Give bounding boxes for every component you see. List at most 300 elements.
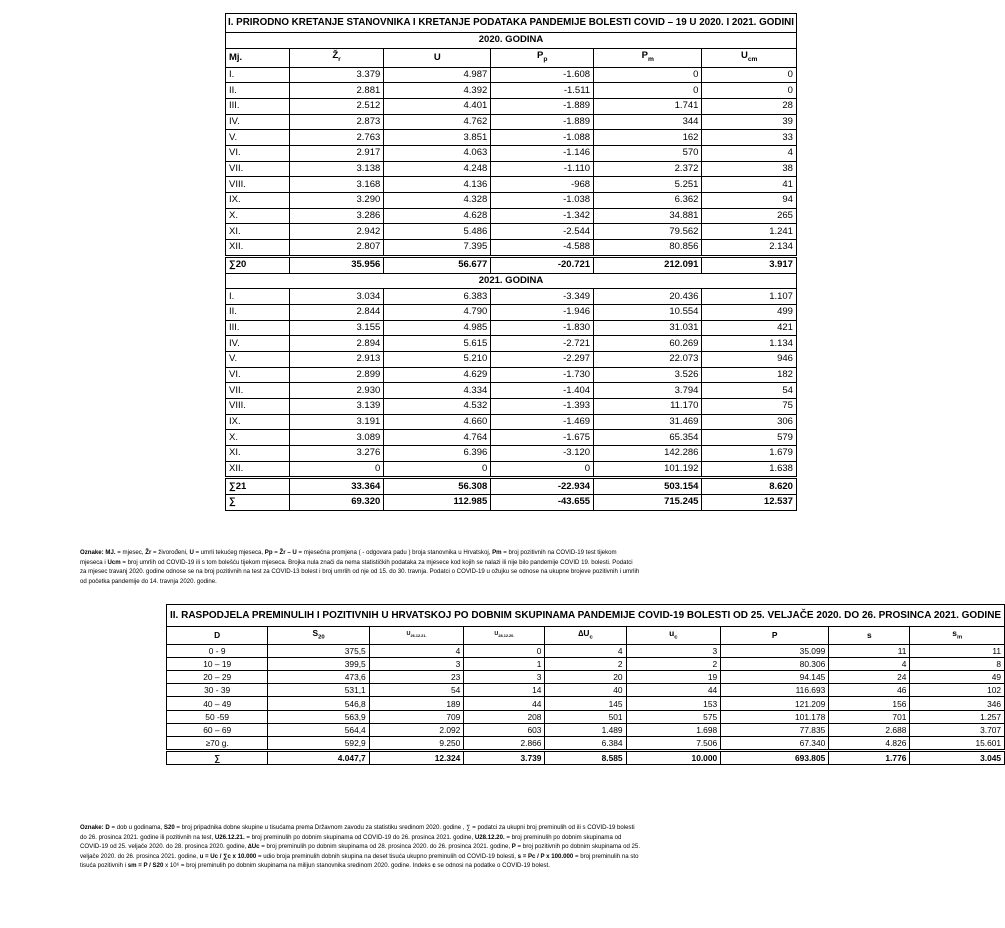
table-cell: 8.585: [545, 751, 626, 765]
table-row: [226, 193, 797, 209]
table-cell: 182: [702, 367, 797, 383]
table-cell: 4.764: [384, 430, 491, 446]
table-cell: 19: [626, 671, 721, 684]
table-cell: 5.210: [384, 351, 491, 367]
row-label: II.: [226, 83, 290, 99]
table-cell: 11: [910, 644, 1005, 657]
table-cell: 1.698: [626, 723, 721, 736]
table-cell: 2.873: [289, 114, 384, 130]
table-cell: 3: [464, 671, 545, 684]
table-cell: 54: [702, 383, 797, 399]
table-cell: 116.693: [721, 684, 829, 697]
table-cell: 4.392: [384, 83, 491, 99]
table-cell: -1.608: [491, 67, 594, 83]
table-cell: 4.629: [384, 367, 491, 383]
sum-total-row: [226, 495, 797, 511]
table-row: [226, 98, 797, 114]
row-label: ∑: [226, 495, 290, 511]
table-cell: 3.379: [289, 67, 384, 83]
table-cell: 5.251: [594, 177, 702, 193]
table-cell: 501: [545, 710, 626, 723]
column-header: P: [721, 627, 829, 645]
table-cell: 11.170: [594, 399, 702, 415]
table-age-distribution: [166, 604, 1005, 765]
table-cell: 121.209: [721, 697, 829, 710]
table-row: [226, 336, 797, 352]
table-cell: 156: [829, 697, 910, 710]
table-row: [226, 446, 797, 462]
table-cell: 344: [594, 114, 702, 130]
table-cell: 3.045: [910, 751, 1005, 765]
table-cell: 112.985: [384, 495, 491, 511]
table-cell: 503.154: [594, 478, 702, 495]
table-cell: 3.089: [289, 430, 384, 446]
row-label: IV.: [226, 336, 290, 352]
table-cell: 102: [910, 684, 1005, 697]
table-cell: 306: [702, 414, 797, 430]
table-cell: 0: [464, 644, 545, 657]
table-vital-statistics: [225, 13, 797, 511]
table-cell: 54: [369, 684, 464, 697]
row-label: III.: [226, 320, 290, 336]
table-cell: 579: [702, 430, 797, 446]
table-cell: 80.856: [594, 240, 702, 257]
table-row: [226, 114, 797, 130]
row-label: IX.: [226, 414, 290, 430]
table-cell: 4.762: [384, 114, 491, 130]
row-label: ∑20: [226, 256, 290, 273]
table-cell: -1.889: [491, 98, 594, 114]
table-cell: 2: [545, 657, 626, 670]
table-row: [167, 657, 1005, 670]
table-cell: 3.191: [289, 414, 384, 430]
table-row: [226, 289, 797, 305]
table-cell: 570: [594, 146, 702, 162]
table-cell: -1.393: [491, 399, 594, 415]
table-row: [226, 208, 797, 224]
table-cell: 3: [369, 657, 464, 670]
column-header: $u_c$: [626, 627, 721, 645]
table-row: [226, 67, 797, 83]
table-cell: 4.790: [384, 304, 491, 320]
column-header: $s_m$: [910, 627, 1005, 645]
table-cell: -1.730: [491, 367, 594, 383]
table-cell: 101.192: [594, 461, 702, 478]
table-cell: 39: [702, 114, 797, 130]
year-2020-heading: 2020. GODINA: [226, 33, 797, 49]
table-cell: -2.721: [491, 336, 594, 352]
table-cell: 14: [464, 684, 545, 697]
table-cell: 4: [369, 644, 464, 657]
table-row: [167, 671, 1005, 684]
table-cell: 709: [369, 710, 464, 723]
sum-2021-row: [226, 478, 797, 495]
table-cell: 4.532: [384, 399, 491, 415]
table-cell: 375,5: [268, 644, 369, 657]
table-cell: 33: [702, 130, 797, 146]
column-header: Mj.: [226, 48, 290, 67]
table-cell: 145: [545, 697, 626, 710]
table-cell: 346: [910, 697, 1005, 710]
note2-label: Oznake:: [80, 824, 104, 831]
table-cell: 3.155: [289, 320, 384, 336]
table-cell: 693.805: [721, 751, 829, 765]
table-cell: 2.134: [702, 240, 797, 257]
table-cell: 564,4: [268, 723, 369, 736]
table-cell: -1.946: [491, 304, 594, 320]
table-row: [167, 736, 1005, 750]
table2-header-row: [167, 627, 1005, 645]
table-cell: 2.917: [289, 146, 384, 162]
row-label: V.: [226, 351, 290, 367]
row-label: 60 – 69: [167, 723, 268, 736]
row-label: ∑: [167, 751, 268, 765]
table-cell: 40: [545, 684, 626, 697]
table-row: [226, 240, 797, 257]
table-row: [167, 723, 1005, 736]
column-header: $U_{cm}$: [702, 48, 797, 67]
table-cell: 4.628: [384, 208, 491, 224]
table-row: [226, 414, 797, 430]
table-cell: 1.257: [910, 710, 1005, 723]
row-label: XI.: [226, 224, 290, 240]
table-cell: 4: [829, 657, 910, 670]
table-cell: 22.073: [594, 351, 702, 367]
table-row: [226, 224, 797, 240]
table-cell: 3.707: [910, 723, 1005, 736]
table-cell: 2.372: [594, 161, 702, 177]
table-cell: -1.110: [491, 161, 594, 177]
year-2021-heading: 2021. GODINA: [226, 273, 797, 289]
row-label: 20 – 29: [167, 671, 268, 684]
table-row: [226, 430, 797, 446]
table-cell: 1.489: [545, 723, 626, 736]
table-cell: 4.401: [384, 98, 491, 114]
table-cell: 4.826: [829, 736, 910, 750]
table-cell: 56.308: [384, 478, 491, 495]
table-cell: 1.134: [702, 336, 797, 352]
note1-text: MJ. = mjesec, Žr = živorođeni, U = umrli tekućeg mjeseca, Pp = Žr – U = mjesečna promjena ( - odgovara padu ) broja stanovnika u Hrvatskoj, Pm = broj pozitivnih na COVID-19 test tijekom mjeseca i Ucm = broj umrlih od COVID-19 ili s tom bolešću tijekom mjeseca. Brojka nula znači da nema statističkih podataka za mjesece kod kojih se nalazi ili nije bilo pandemije COVID 19. bolesti. Podatci za mjesec travanj 2020. godine odnose se na broj pozitivnih na test za COVID-13 bolest i broj umrlih od nje od 15. do 30. travnja. Podatci o COVID-19 u ožujku se odnose na ukupne brojeve pozitivnih i umrlih od početka pandemije do 14. travnja 2020. godine.: [80, 549, 640, 585]
row-label: 30 - 39: [167, 684, 268, 697]
table-cell: 0: [594, 67, 702, 83]
table-cell: -4.588: [491, 240, 594, 257]
column-header: s: [829, 627, 910, 645]
table-cell: 80.306: [721, 657, 829, 670]
table-cell: 2.913: [289, 351, 384, 367]
table-cell: 4.328: [384, 193, 491, 209]
row-label: IV.: [226, 114, 290, 130]
table-cell: -1.469: [491, 414, 594, 430]
table-cell: 31.469: [594, 414, 702, 430]
table-cell: -968: [491, 177, 594, 193]
table-cell: 4.987: [384, 67, 491, 83]
table-row: [226, 461, 797, 478]
row-label: IX.: [226, 193, 290, 209]
table-cell: 2.688: [829, 723, 910, 736]
table-cell: 2.866: [464, 736, 545, 750]
column-header: U: [384, 48, 491, 67]
table-cell: 77.835: [721, 723, 829, 736]
table-row: [226, 146, 797, 162]
table-cell: 7.395: [384, 240, 491, 257]
row-label: ∑21: [226, 478, 290, 495]
table-cell: 56.677: [384, 256, 491, 273]
table-cell: 65.354: [594, 430, 702, 446]
column-header: $S_{20}$: [268, 627, 369, 645]
table-cell: 9.250: [369, 736, 464, 750]
table-cell: 212.091: [594, 256, 702, 273]
table-cell: 4.248: [384, 161, 491, 177]
row-label: VIII.: [226, 399, 290, 415]
row-label: 40 – 49: [167, 697, 268, 710]
table-cell: 399,5: [268, 657, 369, 670]
table1-rows-2021: [226, 289, 797, 478]
table-cell: 3: [626, 644, 721, 657]
table-cell: 603: [464, 723, 545, 736]
table-cell: 35.956: [289, 256, 384, 273]
row-label: I.: [226, 67, 290, 83]
table-cell: 4.063: [384, 146, 491, 162]
column-header: D: [167, 627, 268, 645]
table1-title: I. PRIRODNO KRETANJE STANOVNIKA I KRETANJE PODATAKA PANDEMIJE BOLESTI COVID – 19 U 2020. I 2021. GODINI: [226, 14, 797, 33]
table-cell: -3.120: [491, 446, 594, 462]
row-label: 10 – 19: [167, 657, 268, 670]
table-row: [167, 644, 1005, 657]
table-cell: 3.739: [464, 751, 545, 765]
table1-rows-2020: [226, 67, 797, 256]
row-label: 0 - 9: [167, 644, 268, 657]
table-cell: 69.320: [289, 495, 384, 511]
table-cell: 1.638: [702, 461, 797, 478]
row-label: VI.: [226, 146, 290, 162]
table-cell: -1.342: [491, 208, 594, 224]
table-cell: 1.776: [829, 751, 910, 765]
table-cell: 94: [702, 193, 797, 209]
table-cell: 1.679: [702, 446, 797, 462]
table-cell: 265: [702, 208, 797, 224]
table-cell: 1: [464, 657, 545, 670]
table-cell: 6.396: [384, 446, 491, 462]
column-header: $P_m$: [594, 48, 702, 67]
table-cell: 3.917: [702, 256, 797, 273]
table-cell: 4.660: [384, 414, 491, 430]
table-cell: 1.741: [594, 98, 702, 114]
table-cell: 3.286: [289, 208, 384, 224]
table-cell: 2.894: [289, 336, 384, 352]
row-label: X.: [226, 208, 290, 224]
column-header: $P_p$: [491, 48, 594, 67]
table-cell: 2.763: [289, 130, 384, 146]
table-cell: 2.844: [289, 304, 384, 320]
row-label: II.: [226, 304, 290, 320]
table-cell: 3.794: [594, 383, 702, 399]
table-cell: -1.675: [491, 430, 594, 446]
table-cell: 15.601: [910, 736, 1005, 750]
table-cell: 38: [702, 161, 797, 177]
table-cell: 44: [626, 684, 721, 697]
row-label: VII.: [226, 383, 290, 399]
table-cell: 499: [702, 304, 797, 320]
table-cell: 4.985: [384, 320, 491, 336]
table-cell: 162: [594, 130, 702, 146]
table-cell: -43.655: [491, 495, 594, 511]
table-cell: 0: [384, 461, 491, 478]
row-label: V.: [226, 130, 290, 146]
table-cell: 4.136: [384, 177, 491, 193]
table-cell: 3.276: [289, 446, 384, 462]
row-label: VIII.: [226, 177, 290, 193]
column-header: $Ž_r$: [289, 48, 384, 67]
table-cell: 20: [545, 671, 626, 684]
table-cell: 3.138: [289, 161, 384, 177]
table-cell: 10.000: [626, 751, 721, 765]
table-cell: 0: [702, 83, 797, 99]
table-cell: 6.383: [384, 289, 491, 305]
table-cell: 3.526: [594, 367, 702, 383]
table-cell: 946: [702, 351, 797, 367]
row-label: XII.: [226, 461, 290, 478]
table-cell: 41: [702, 177, 797, 193]
table-cell: 11: [829, 644, 910, 657]
column-header: $U_{28.12.20.}$: [464, 627, 545, 645]
table-row: [226, 320, 797, 336]
table-cell: 2.942: [289, 224, 384, 240]
table-cell: 575: [626, 710, 721, 723]
table-cell: 4: [702, 146, 797, 162]
table-cell: 8: [910, 657, 1005, 670]
row-label: VII.: [226, 161, 290, 177]
table-cell: 546,8: [268, 697, 369, 710]
table-cell: 6.362: [594, 193, 702, 209]
table-row: [226, 399, 797, 415]
table-cell: 2.881: [289, 83, 384, 99]
table-cell: 6.384: [545, 736, 626, 750]
table2-title: II. RASPODJELA PREMINULIH I POZITIVNIH U HRVATSKOJ PO DOBNIM SKUPINAMA PANDEMIJE COVID-19 BOLESTI OD 25. VELJAČE 2020. DO 26. PROSINCA 2021. GODINE: [167, 605, 1005, 627]
table-cell: 94.145: [721, 671, 829, 684]
table-cell: -22.934: [491, 478, 594, 495]
table-cell: 20.436: [594, 289, 702, 305]
table-cell: 24: [829, 671, 910, 684]
table-cell: 34.881: [594, 208, 702, 224]
table-cell: 3.168: [289, 177, 384, 193]
table-cell: -1.889: [491, 114, 594, 130]
table-row: [226, 161, 797, 177]
row-label: XII.: [226, 240, 290, 257]
table-cell: -1.088: [491, 130, 594, 146]
column-header: $\Delta U_c$: [545, 627, 626, 645]
table-cell: 67.340: [721, 736, 829, 750]
table-row: [226, 177, 797, 193]
table-cell: 28: [702, 98, 797, 114]
table-cell: 0: [491, 461, 594, 478]
table-cell: 2.092: [369, 723, 464, 736]
table-cell: 8.620: [702, 478, 797, 495]
table-row: [226, 83, 797, 99]
row-label: X.: [226, 430, 290, 446]
column-header: $U_{26.12.21.}$: [369, 627, 464, 645]
table-cell: 3.034: [289, 289, 384, 305]
table-cell: 1.107: [702, 289, 797, 305]
table-cell: 44: [464, 697, 545, 710]
table-cell: -20.721: [491, 256, 594, 273]
row-label: 50 -59: [167, 710, 268, 723]
row-label: III.: [226, 98, 290, 114]
table-cell: 208: [464, 710, 545, 723]
table-cell: 12.324: [369, 751, 464, 765]
table-cell: 23: [369, 671, 464, 684]
table-cell: 7.506: [626, 736, 721, 750]
table-cell: 531,1: [268, 684, 369, 697]
table-cell: -1.830: [491, 320, 594, 336]
table-row: [226, 304, 797, 320]
table-cell: 3.290: [289, 193, 384, 209]
row-label: ≥70 g.: [167, 736, 268, 750]
table-cell: 4: [545, 644, 626, 657]
table-cell: 101.178: [721, 710, 829, 723]
note1-label: Oznake:: [80, 549, 104, 556]
table-cell: 60.269: [594, 336, 702, 352]
table-cell: 2.930: [289, 383, 384, 399]
table-cell: -2.544: [491, 224, 594, 240]
row-label: VI.: [226, 367, 290, 383]
table-cell: 49: [910, 671, 1005, 684]
table-cell: -1.038: [491, 193, 594, 209]
table-row: [226, 383, 797, 399]
table-cell: 701: [829, 710, 910, 723]
table-cell: -3.349: [491, 289, 594, 305]
table-cell: 2.899: [289, 367, 384, 383]
row-label: XI.: [226, 446, 290, 462]
table-cell: 35.099: [721, 644, 829, 657]
table-cell: 33.364: [289, 478, 384, 495]
table-cell: 2: [626, 657, 721, 670]
table2-rows: [167, 644, 1005, 751]
table-cell: 0: [702, 67, 797, 83]
note-legend-2: [80, 823, 640, 871]
table-cell: 189: [369, 697, 464, 710]
table-row: [167, 710, 1005, 723]
table1-header-row: [226, 48, 797, 67]
table-cell: 2.512: [289, 98, 384, 114]
table-cell: 4.047,7: [268, 751, 369, 765]
table-cell: 153: [626, 697, 721, 710]
table-row: [167, 684, 1005, 697]
table-cell: 3.851: [384, 130, 491, 146]
table-cell: 75: [702, 399, 797, 415]
table-cell: 2.807: [289, 240, 384, 257]
table-cell: 3.139: [289, 399, 384, 415]
table-cell: 79.562: [594, 224, 702, 240]
table-cell: 0: [289, 461, 384, 478]
table-cell: 142.286: [594, 446, 702, 462]
table-cell: 4.334: [384, 383, 491, 399]
table-row: [226, 351, 797, 367]
table-cell: -1.404: [491, 383, 594, 399]
table-cell: 5.615: [384, 336, 491, 352]
table-cell: -1.146: [491, 146, 594, 162]
table-row: [226, 130, 797, 146]
table-cell: 421: [702, 320, 797, 336]
table-row: [226, 367, 797, 383]
table-cell: 12.537: [702, 495, 797, 511]
table-cell: 592,9: [268, 736, 369, 750]
table-cell: 31.031: [594, 320, 702, 336]
note-legend-1: [80, 548, 640, 586]
sum-2020-row: [226, 256, 797, 273]
table-cell: 715.245: [594, 495, 702, 511]
table2-sum-row: [167, 751, 1005, 765]
table-cell: -2.297: [491, 351, 594, 367]
